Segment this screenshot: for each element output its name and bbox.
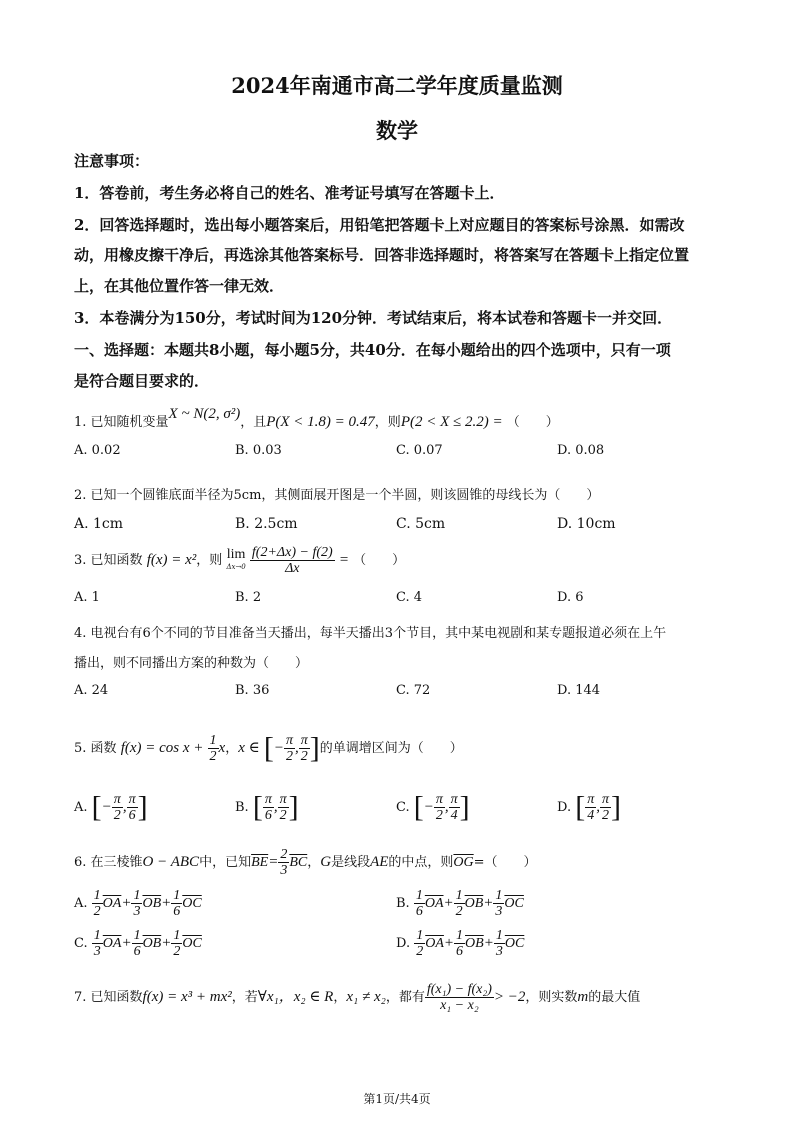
q1-option-b: B. 0.03 bbox=[235, 443, 282, 458]
question-7: 7. 已知函数f(x) = x³ + mx²，若∀x₁，x₂ ∈ R，x₁ ≠ x₂，都有 $\frac{\text{f(x₁) − f(x₂)}}{\text{x₁ − x₂}}$ > −2，则实数m的最大值 bbox=[74, 982, 641, 1013]
q4-option-c: C. 72 bbox=[396, 683, 431, 698]
q3-lim-sub: Δx→0 bbox=[226, 562, 246, 571]
section1-line1: 一、选择题：本题共8小题，每小题5分，共40分．在每小题给出的四个选项中，只有一项 bbox=[74, 341, 671, 359]
q1-text: 1. 已知随机变量 bbox=[74, 415, 169, 430]
note-3: 3．本卷满分为150分，考试时间为120分钟．考试结束后，将本试卷和答题卡一并交回． bbox=[74, 309, 673, 327]
page-number: 第1页/共4页 bbox=[363, 1092, 431, 1106]
question-3 bbox=[74, 540, 405, 581]
q5-option-b: B. [ $\frac{\pi}{6}$ , $\frac{\pi}{2}$ ] bbox=[235, 790, 299, 824]
q3-text: ，则 bbox=[196, 553, 223, 568]
q6-option-c: C. $\frac{1}{3}$ $\overline{OA}+$ $\frac{1}{6}$ $\overline{OB}+$ $\frac{1}{2}$ $\overline{OC}$ bbox=[74, 928, 202, 959]
q3-numerator: f(2+Δx) − f(2) bbox=[251, 545, 333, 560]
q6-option-b: B. $\frac{1}{6}$ $\overline{OA}+$ $\frac{1}{2}$ $\overline{OB}+$ $\frac{1}{3}$ $\overline{OC}$ bbox=[396, 888, 524, 919]
q3-math-fx: f(x) = x² bbox=[146, 552, 197, 568]
q4-option-b: B. 36 bbox=[235, 683, 270, 698]
q3-option-a: A. 1 bbox=[74, 590, 100, 605]
q1-option-a: A. 0.02 bbox=[74, 443, 121, 458]
q7-fraction: $\frac{\text{f(x₁) − f(x₂)}}{\text{x₁ − x₂}}$ bbox=[426, 982, 492, 1013]
question-6: 6. 在三棱锥O − ABC中，已知$\overline{BE}=$ $\frac{2}{3}$ $\overline{BC}$，G是线段AE的中点，则$\overline{OG}=$（ ） bbox=[74, 847, 537, 878]
q2-option-c: C. 5cm bbox=[396, 516, 446, 532]
note-2-line1: 2．回答选择题时，选出每小题答案后，用铅笔把答题卡上对应题目的答案标号涂黑．如需改 bbox=[74, 216, 685, 234]
q5-half-num: 1 bbox=[209, 733, 217, 748]
q5-math-fx: f(x) = cos x + bbox=[120, 740, 204, 756]
q5-math-in: x ∈ bbox=[238, 740, 260, 756]
question-5: 5. 函数 f(x) = cos x + $\frac{1}{2}$ x，x ∈ [− $\frac{\pi}{2}$ , $\frac{\pi}{2}$ ]的单调增区间为（ ） bbox=[74, 731, 463, 765]
q6-vec-be: $\overline{BE}$ bbox=[251, 855, 269, 870]
q4-option-a: A. 24 bbox=[74, 683, 109, 698]
q3-option-c: C. 4 bbox=[396, 590, 423, 605]
q1-math-2: P(X < 1.8) = 0.47 bbox=[266, 414, 375, 430]
q5-math-x: x bbox=[218, 740, 226, 756]
question-4-line1: 4. 电视台有6个不同的节目准备当天播出，每半天播出3个节目，其中某电视剧和某专题报道必须在上午 bbox=[74, 626, 667, 641]
question-2: 2. 已知一个圆锥底面半径为5cm，其侧面展开图是一个半圆，则该圆锥的母线长为（ ） bbox=[74, 488, 600, 503]
q1-option-d: D. 0.08 bbox=[557, 443, 605, 458]
q5-option-c: C. [− $\frac{\pi}{2}$ , $\frac{\pi}{4}$ ] bbox=[396, 790, 470, 824]
q6-option-d: D. $\frac{1}{2}$ $\overline{OA}+$ $\frac{1}{6}$ $\overline{OB}+$ $\frac{1}{3}$ $\overline{OC}$ bbox=[396, 928, 525, 959]
question-4-line2: 播出，则不同播出方案的种数为（ ） bbox=[74, 656, 309, 671]
q3-lim: lim bbox=[226, 546, 246, 562]
q7-math-fx: f(x) = x³ + mx² bbox=[142, 989, 232, 1005]
q1-text: （ ） bbox=[506, 415, 559, 430]
q1-text: ，则 bbox=[374, 415, 401, 430]
note-1: 1．答卷前，考生务必将自己的姓名、准考证号填写在答题卡上． bbox=[74, 184, 505, 202]
q3-option-d: D. 6 bbox=[557, 590, 584, 605]
q6-tetra: O − ABC bbox=[142, 854, 200, 870]
q6-vec-og: $\overline{OG}$ bbox=[453, 855, 474, 870]
note-2-line3: 上，在其他位置作答一律无效． bbox=[74, 277, 285, 295]
q3-text: （ ） bbox=[353, 553, 406, 568]
q5-half bbox=[208, 733, 219, 764]
q2-option-b: B. 2.5cm bbox=[235, 516, 298, 532]
q5-post: 的单调增区间为（ ） bbox=[319, 741, 463, 756]
notes-heading: 注意事项： bbox=[74, 152, 150, 170]
q2-option-d: D. 10cm bbox=[557, 516, 616, 532]
q3-fraction bbox=[250, 545, 335, 576]
question-1 bbox=[74, 402, 559, 443]
q1-option-c: C. 0.07 bbox=[396, 443, 443, 458]
q5-option-d: D. [ $\frac{\pi}{4}$ , $\frac{\pi}{2}$ ] bbox=[557, 790, 622, 824]
q5-half-den: 2 bbox=[209, 749, 217, 764]
q1-math-1: X ~ N(2, σ²) bbox=[168, 406, 241, 422]
q3-limit bbox=[226, 546, 246, 573]
q1-text: ，且 bbox=[240, 415, 267, 430]
exam-title: 2024年南通市高二学年度质量监测 bbox=[231, 73, 563, 98]
q1-math-3: P(2 < X ≤ 2.2) = bbox=[400, 414, 503, 430]
q3-eq: = bbox=[338, 552, 349, 568]
q3-text: 3. 已知函数 bbox=[74, 553, 143, 568]
q5-comma: ， bbox=[225, 741, 239, 756]
q3-option-b: B. 2 bbox=[235, 590, 262, 605]
q5-option-a: A. [− $\frac{\pi}{2}$ , $\frac{\pi}{6}$ ] bbox=[74, 790, 148, 824]
q2-option-a: A. 1cm bbox=[74, 516, 124, 532]
section1-line2: 是符合题目要求的． bbox=[74, 372, 210, 390]
q5-text: 5. 函数 bbox=[74, 741, 117, 756]
q4-option-d: D. 144 bbox=[557, 683, 601, 698]
q6-option-a: A. $\frac{1}{2}$ $\overline{OA}+$ $\frac{1}{3}$ $\overline{OB}+$ $\frac{1}{6}$ $\overline{OC}$ bbox=[74, 888, 202, 919]
q3-denominator: Δx bbox=[285, 561, 300, 576]
q6-vec-bc: $\overline{BC}$ bbox=[289, 855, 308, 870]
note-2-line2: 动，用橡皮擦干净后，再选涂其他答案标号．回答非选择题时，将答案写在答题卡上指定位置 bbox=[74, 246, 690, 264]
exam-subject: 数学 bbox=[376, 118, 418, 143]
